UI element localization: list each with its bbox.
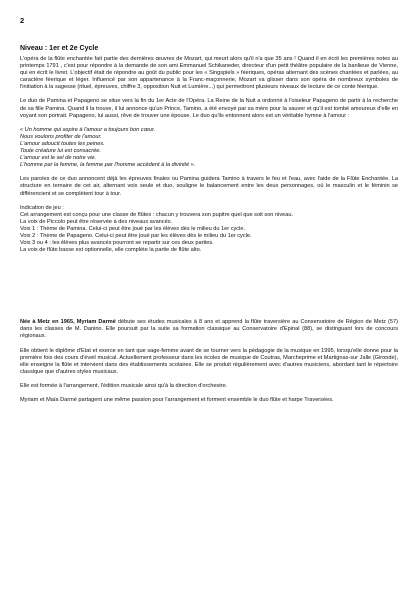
indication-line: La voix de Piccolo peut être réservée à des niveaux avancés. xyxy=(20,218,173,225)
indication-line: Voix 1 : Thème de Pamina. Celui-ci peut être joué par les élèves dès le milieu du 1er cycle. xyxy=(20,225,246,232)
biography-paragraph xyxy=(20,319,398,340)
training-paragraph: Elle est formée à l'arrangement, l'édition musicale ainsi qu'à la direction d'orchestre. xyxy=(20,382,228,389)
indication-title: Indication de jeu : xyxy=(20,204,64,211)
biography-name: Née à Metz en 1965, Myriam Darmé xyxy=(20,319,116,326)
lyrics-quote xyxy=(20,127,398,170)
intro-paragraph: L'opéra de la flûte enchantée fait partie des dernières œuvres de Mozart, qui meurt alors qu'il n'a que 35 ans ! Quand il en écrit les premières notes au printemps 1791 , c'est pour répondre à la demande de son ami Emmanuel Schikaneder, directeur d'un petit théâtre populaire de la banlieue de Vienne, qui en écrit le livret. L'objectif était de répondre au goût du public pour les « Singspiels » féeriques, opéras alternant des scènes chantées et parlées, au caractère féerique et léger. Influencé par son appartenance à la Franc-maçonnerie, Mozart va glisser dans son opéra de nombreux symboles de l'initiation à la sagesse (rituel, épreuves, chiffre 3, opposition Nuit et Lumière...) qui permettront plusieurs niveaux de lecture de ce conte féerique. xyxy=(20,56,398,91)
lyrics-line: Toute créature lui est consacrée. xyxy=(20,148,101,155)
career-paragraph: Elle obtient le diplôme d'Etat et exerce en tant que sage-femme avant de se tourner vers la pédagogie de la musique en 1995, lorsqu'elle donne pour la première fois des cours d'éveil musical. Actuellement professeur dans les écoles de musique de Coutras, Marcheprime et Martignas-sur Jalle (Gironde), elle enseigne la flûte et intervient dans des établissements scolaires. Elle se produit régulièrement avec d'autres musiciens, abordant tant le répertoire classique que d'autres styles musicaux. xyxy=(20,347,398,375)
lyrics-line: L'amour adoucit toutes les peines. xyxy=(20,140,105,147)
indication-line: Cet arrangement est conçu pour une classe de flûtes : chacun y trouvera son pupitre quel que soit son niveau. xyxy=(20,211,294,218)
duo-paragraph: Myriam et Maïa Darmé partagent une même passion pour l'arrangement et forment ensemble le duo flûte et harpe Traversées. xyxy=(20,397,334,403)
analysis-paragraph: Les paroles de ce duo annoncent déjà les épreuves finales ou Pamina guidera Tamino à travers le feu et l'eau, avec l'aide de la Flûte Enchantée. La structure en ternaire de cet air, alternant voix seule et duo, souligne le balancement entre les deux personnages, où le masculin et le féminin se différencient et se complètent tour à tour. xyxy=(20,176,398,197)
page-number: 2 xyxy=(20,16,25,25)
indication-line: Voix 2 : Thème de Papageno. Celui-ci peut être joué par les élèves dès le milieu du 1er cycle. xyxy=(20,232,252,239)
lyrics-line: « Un homme qui aspire à l'amour a toujours bon cœur. xyxy=(20,126,156,133)
lyrics-line: L'amour est le sel de notre vie. xyxy=(20,155,97,162)
lyrics-line: Nous voulons profiter de l'amour. xyxy=(20,133,102,140)
lyrics-line: L'homme par la femme, la femme par l'homme accèdent à la divinité ». xyxy=(20,162,196,169)
biography-text: débute ses études musicales à 8 ans et apprend la flûte traversière au Conservatoire de Région de Metz (57) dans les classes de M. Danino. Elle poursuit par la suite sa formation classique au Conservatoire d'Epinal (88), se distinguant lors de concours régionaux. xyxy=(20,319,398,340)
section-title: Niveau : 1er et 2e Cycle xyxy=(20,45,99,52)
duo-context-paragraph: Le duo de Pamina et Papageno se situe vers la fin du 1er Acte de l'Opéra. La Reine de la Nuit a ordonné à l'oiseleur Papageno de partir à la recherche de sa fille Pamina. Quand il la trouve, il lui annonce qu'un Prince, Tamino, a été envoyé par sa mère pour la sauver et qu'il est tombé amoureux d'elle en voyant son portrait. Papageno, lui aussi, rêve de trouver une épouse. Le duo qu'ils entonnent alors est un véritable hymne à l'amour : xyxy=(20,98,398,119)
indication-block xyxy=(20,212,398,255)
indication-line: La voix de flûte basse est optionnelle, elle complète la partie de flûte alto. xyxy=(20,247,202,254)
indication-line: Voix 3 ou 4 : les élèves plus avancés pourront se repartir sur ces deux parties. xyxy=(20,240,214,247)
section-gap xyxy=(20,261,398,319)
